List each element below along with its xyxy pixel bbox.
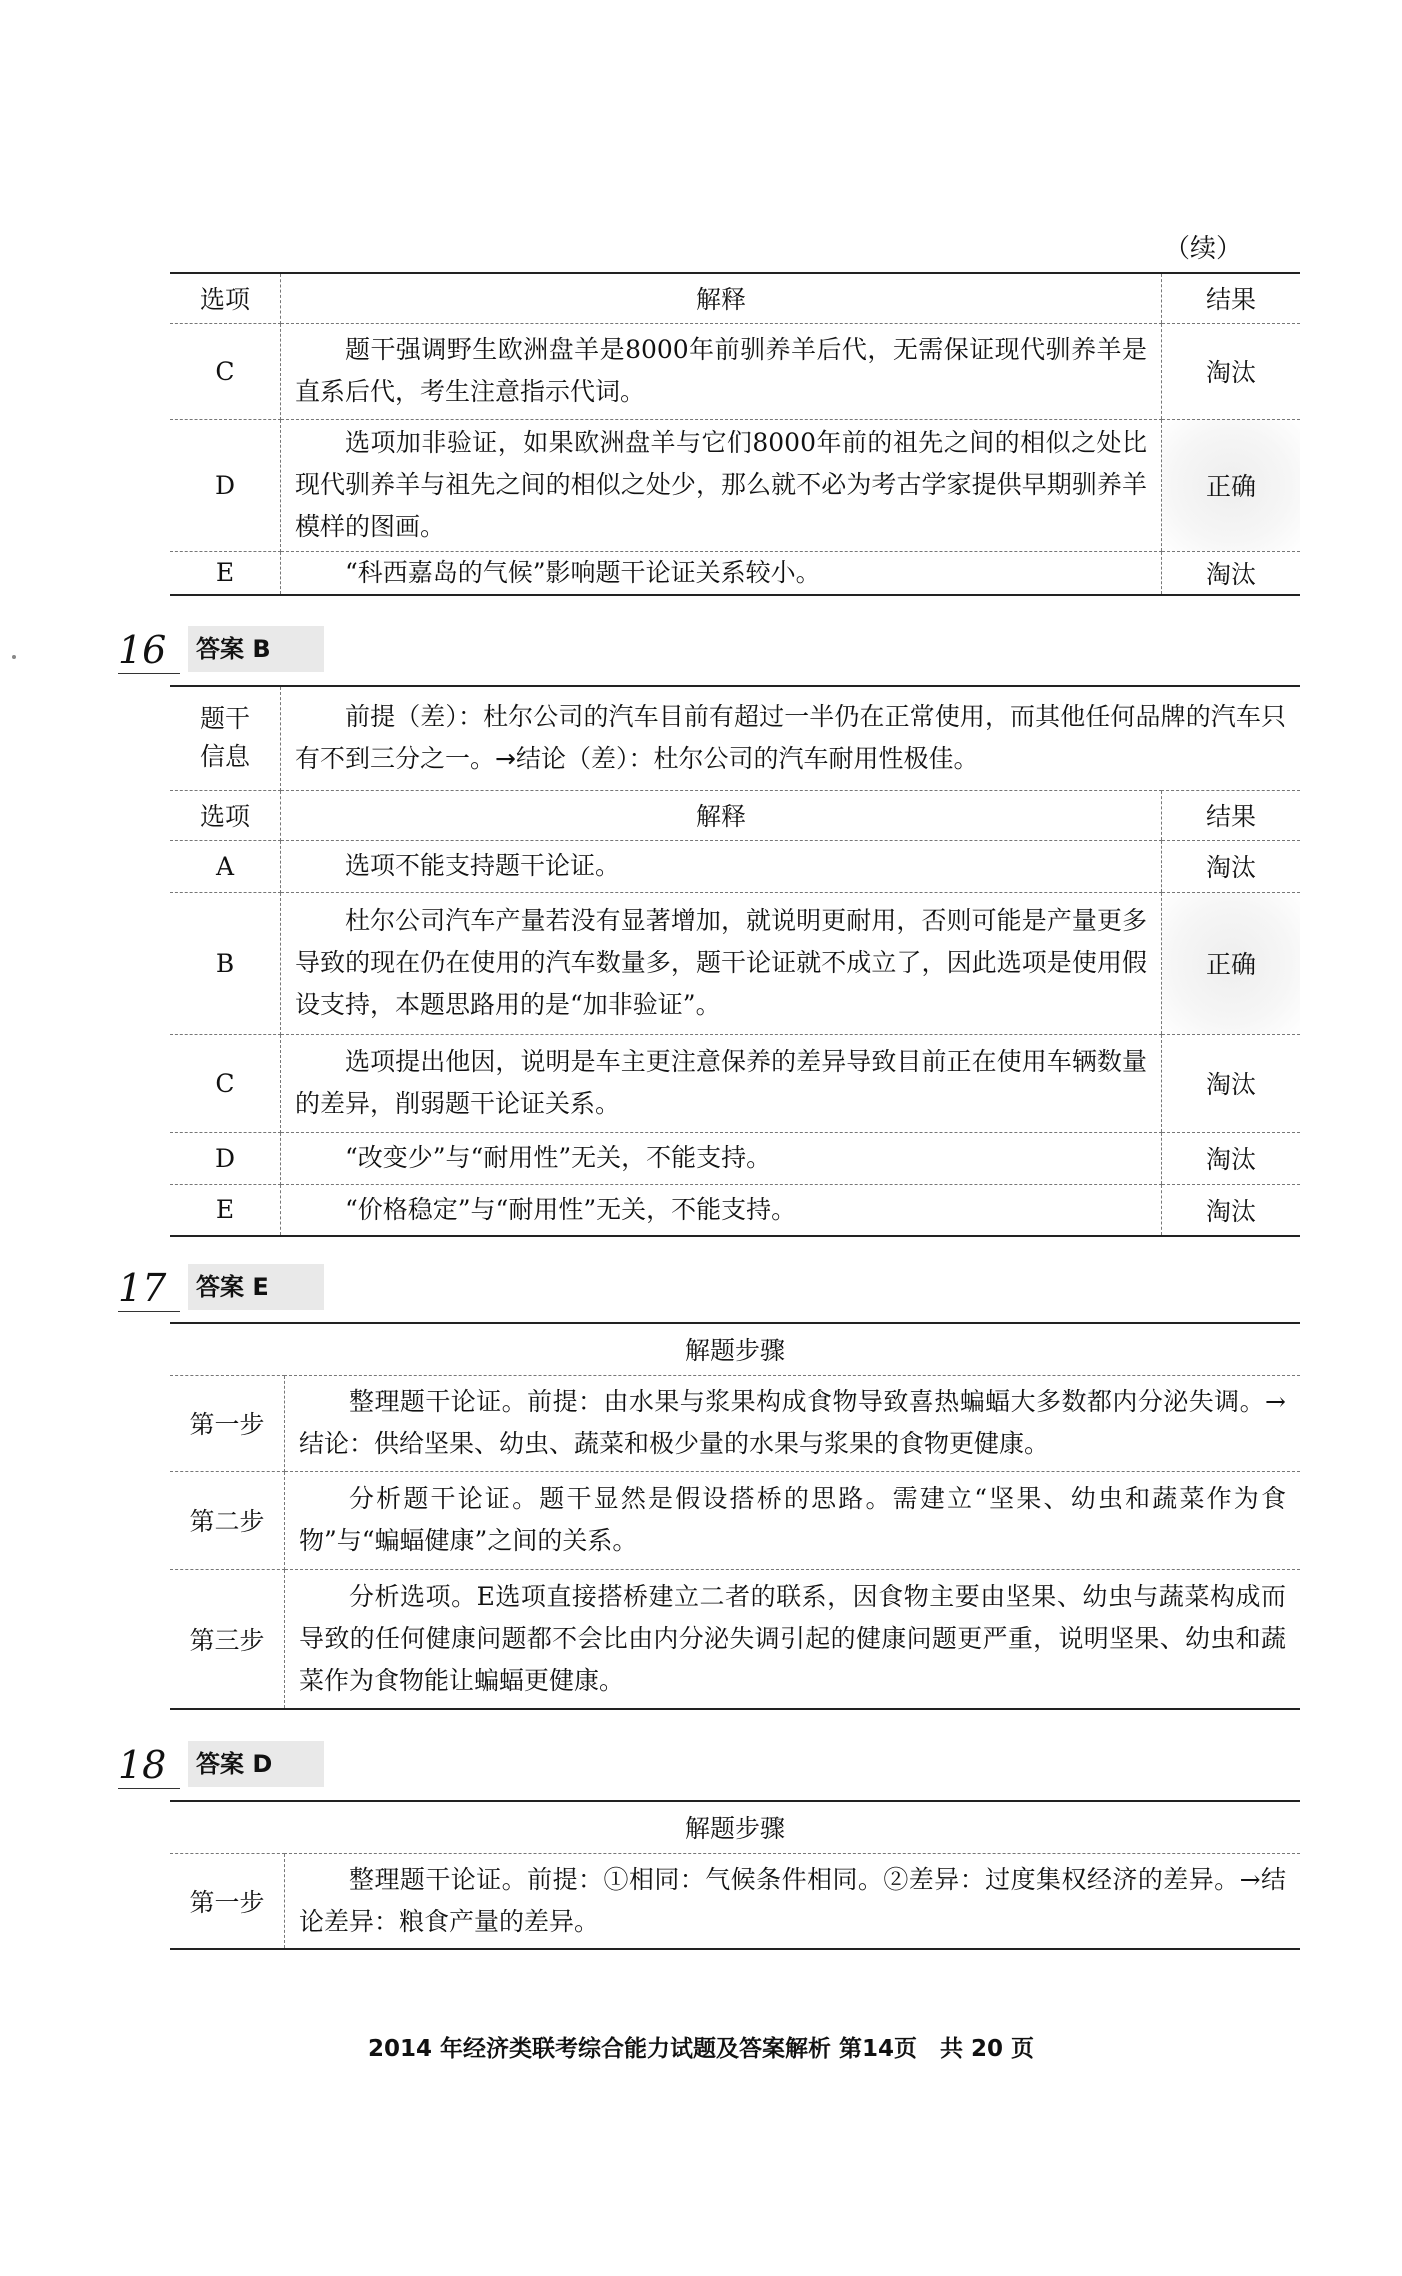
q16-table [170,685,1300,1237]
step-row [170,1853,1300,1949]
stem-text: 前提（差）：杜尔公司的汽车目前有超过一半仍在正常使用，而其他任何品牌的汽车只有不到三分之一。→结论（差）：杜尔公司的汽车耐用性极佳。 [281,686,1301,790]
option-result: 淘汰 [1162,323,1301,419]
option-letter: A [170,840,281,892]
answer-badge: 答案 D [188,1741,324,1787]
option-letter: E [170,1184,281,1236]
option-letter: D [170,419,281,551]
steps-header: 解题步骤 [170,1323,1300,1375]
steps-header: 解题步骤 [170,1801,1300,1853]
q18-steps-table [170,1800,1300,1950]
option-explanation: 选项不能支持题干论证。 [281,840,1162,892]
option-letter: D [170,1132,281,1184]
option-explanation: 选项加非验证，如果欧洲盘羊与它们8000年前的祖先之间的相似之处比现代驯养羊与祖先之间的相似之处少，那么就不必为考古学家提供早期驯养羊模样的图画。 [281,419,1162,551]
option-result: 淘汰 [1162,1034,1301,1132]
table-row [170,840,1300,892]
table-row [170,1132,1300,1184]
question-number: 16 [118,628,167,672]
table-row [170,892,1300,1034]
step-label: 第一步 [170,1853,285,1949]
stem-label: 题干 信息 [170,686,281,790]
step-row [170,1569,1300,1709]
table-row [170,1184,1300,1236]
table-row [170,1034,1300,1132]
option-explanation: 题干强调野生欧洲盘羊是8000年前驯养羊后代，无需保证现代驯养羊是直系后代，考生注意指示代词。 [281,323,1162,419]
option-result: 淘汰 [1162,840,1301,892]
option-letter: B [170,892,281,1034]
option-result: 正确 [1162,419,1301,551]
option-result: 正确 [1162,892,1301,1034]
option-explanation: 选项提出他因，说明是车主更注意保养的差异导致目前正在使用车辆数量的差异，削弱题干论证关系。 [281,1034,1162,1132]
table-header-row [170,790,1300,840]
option-result: 淘汰 [1162,1132,1301,1184]
question-number: 18 [118,1743,167,1787]
question-underline [118,1311,180,1312]
option-letter: E [170,551,281,595]
col-result-header: 结果 [1162,790,1301,840]
step-row [170,1471,1300,1569]
option-explanation: “价格稳定”与“耐用性”无关，不能支持。 [281,1184,1162,1236]
option-explanation: 杜尔公司汽车产量若没有显著增加，就说明更耐用，否则可能是产量更多导致的现在仍在使用的汽车数量多，题干论证就不成立了，因此选项是使用假设支持，本题思路用的是“加非验证”。 [281,892,1162,1034]
question-underline [118,1788,180,1789]
table-header-row [170,1323,1300,1375]
step-row [170,1375,1300,1471]
step-text: 整理题干论证。前提：①相同：气候条件相同。②差异：过度集权经济的差异。→结论差异：粮食产量的差异。 [285,1853,1301,1949]
option-result: 淘汰 [1162,1184,1301,1236]
scan-speck [12,655,16,659]
table-row [170,419,1300,551]
question-number: 17 [118,1266,167,1310]
option-explanation: “科西嘉岛的气候”影响题干论证关系较小。 [281,551,1162,595]
answer-badge: 答案 E [188,1264,324,1310]
table-row [170,323,1300,419]
table-header-row [170,1801,1300,1853]
step-text: 分析选项。E选项直接搭桥建立二者的联系，因食物主要由坚果、幼虫与蔬菜构成而导致的任何健康问题都不会比由内分泌失调引起的健康问题更严重，说明坚果、幼虫和蔬菜作为食物能让蝙蝠更健康。 [285,1569,1301,1709]
option-explanation: “改变少”与“耐用性”无关，不能支持。 [281,1132,1162,1184]
table-header-row [170,273,1300,323]
step-text: 分析题干论证。题干显然是假设搭桥的思路。需建立“坚果、幼虫和蔬菜作为食物”与“蝙蝠健康”之间的关系。 [285,1471,1301,1569]
table-row [170,551,1300,595]
option-result: 淘汰 [1162,551,1301,595]
continued-label: （续） [1163,234,1242,264]
step-label: 第三步 [170,1569,285,1709]
page-footer: 2014 年经济类联考综合能力试题及答案解析 第14页 共 20 页 [367,2036,1035,2062]
col-result-header: 结果 [1162,273,1301,323]
col-option-header: 选项 [170,273,281,323]
q17-steps-table [170,1322,1300,1710]
question-underline [118,673,180,674]
col-explanation-header: 解释 [281,790,1162,840]
step-label: 第二步 [170,1471,285,1569]
step-text: 整理题干论证。前提：由水果与浆果构成食物导致喜热蝙蝠大多数都内分泌失调。→结论：供给坚果、幼虫、蔬菜和极少量的水果与浆果的食物更健康。 [285,1375,1301,1471]
continued-options-table [170,272,1300,596]
col-explanation-header: 解释 [281,273,1162,323]
option-letter: C [170,323,281,419]
stem-row [170,686,1300,790]
answer-badge: 答案 B [188,626,324,672]
col-option-header: 选项 [170,790,281,840]
option-letter: C [170,1034,281,1132]
step-label: 第一步 [170,1375,285,1471]
